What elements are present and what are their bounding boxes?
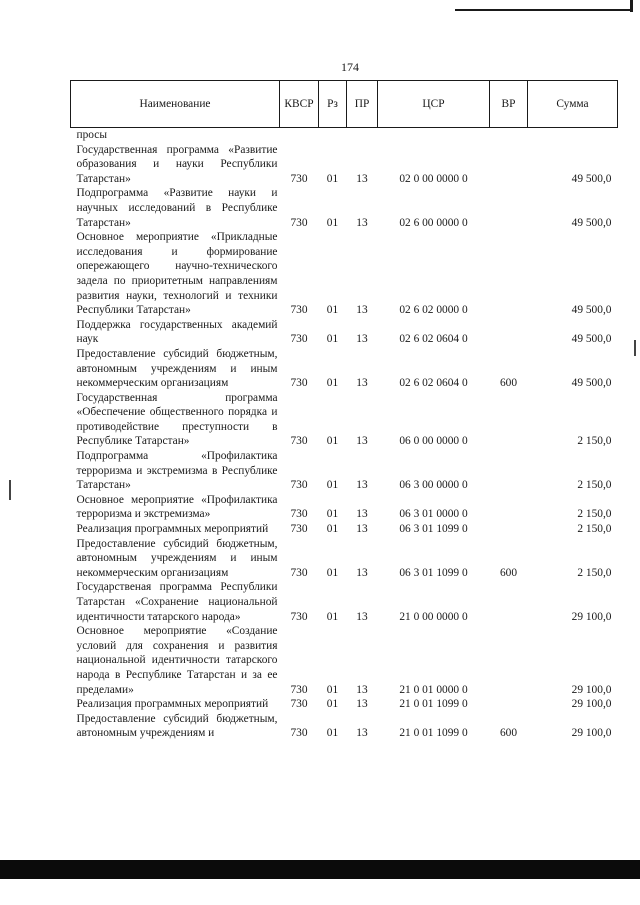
- scan-artifact-right: [634, 340, 636, 356]
- cell-csr: 02 6 02 0000 0: [399, 304, 468, 317]
- cell-pr: 13: [356, 216, 368, 229]
- cell-csr: 06 0 00 0000 0: [399, 435, 468, 448]
- cell-kvsr: 730: [290, 377, 308, 390]
- cell-pr: [347, 128, 378, 143]
- cell-pr: 13: [356, 508, 368, 521]
- header-rz: Рз: [319, 81, 347, 128]
- scan-top-margin: [0, 0, 640, 18]
- table-row: [71, 712, 618, 741]
- cell-sum: 29 100,0: [571, 683, 612, 696]
- cell-pr: 13: [356, 304, 368, 317]
- cell-rz: 01: [326, 435, 339, 448]
- cell-sum: 2 150,0: [577, 523, 612, 536]
- cell-rz: 01: [326, 333, 339, 346]
- cell-rz: 01: [326, 216, 339, 229]
- cell-csr: 06 3 01 1099 0: [399, 566, 468, 579]
- cell-name: Предоставление субсидий бюджетным, автономным учреждениям и иным некоммерческим организациям: [76, 347, 278, 390]
- cell-name: Государственная программа «Обеспечение общественного порядка и противодействие преступности в Республике Татарстан»: [76, 391, 278, 448]
- header-name: Наименование: [71, 81, 280, 128]
- cell-rz: 01: [326, 727, 339, 740]
- cell-csr: 21 0 01 0000 0: [399, 683, 468, 696]
- cell-vr: [490, 522, 528, 537]
- cell-kvsr: 730: [290, 523, 308, 536]
- cell-vr: [490, 624, 528, 697]
- cell-pr: 13: [356, 610, 368, 623]
- cell-name: Основное мероприятие «Создание условий для сохранения и развития национальной идентичности татарского народа в Республике Татарстан и за ее пределами»: [76, 625, 278, 696]
- cell-name: Поддержка государственных академий наук: [76, 318, 278, 346]
- cell-name: Государственая программа Республики Татарстан «Сохранение национальной идентичности татарского народа»: [76, 581, 278, 623]
- cell-csr: 21 0 00 0000 0: [399, 610, 468, 623]
- cell-kvsr: 730: [290, 333, 308, 346]
- cell-rz: 01: [326, 172, 339, 185]
- scan-artifact-line: [455, 9, 631, 11]
- table-row: [71, 697, 618, 712]
- cell-vr: 600: [499, 566, 518, 579]
- cell-vr: [490, 318, 528, 347]
- cell-sum: [528, 128, 618, 143]
- scan-artifact-left: [9, 480, 11, 500]
- table-row: [71, 186, 618, 230]
- cell-name: Подпрограмма «Развитие науки и научных исследований в Республике Татарстан»: [76, 187, 278, 229]
- cell-vr: [490, 697, 528, 712]
- cell-kvsr: 730: [290, 508, 308, 521]
- cell-sum: 2 150,0: [577, 435, 612, 448]
- cell-name: Предоставление субсидий бюджетным, автономным учреждениям и иным некоммерческим организациям: [76, 537, 278, 579]
- cell-vr: 600: [499, 377, 518, 390]
- cell-sum: 49 500,0: [571, 377, 612, 390]
- header-csr: ЦСР: [378, 81, 490, 128]
- table-row: [71, 347, 618, 391]
- cell-vr: [490, 186, 528, 230]
- cell-pr: 13: [356, 172, 368, 185]
- cell-kvsr: 730: [290, 216, 308, 229]
- cell-csr: 06 3 00 0000 0: [399, 479, 468, 492]
- cell-vr: [490, 230, 528, 318]
- table-header: [71, 81, 618, 128]
- cell-csr: 02 6 02 0604 0: [399, 333, 468, 346]
- cell-rz: [319, 128, 347, 143]
- cell-rz: 01: [326, 304, 339, 317]
- cell-kvsr: 730: [290, 479, 308, 492]
- cell-kvsr: 730: [290, 698, 308, 711]
- cell-vr: 600: [499, 727, 518, 740]
- header-sum: Сумма: [528, 81, 618, 128]
- cell-vr: [490, 580, 528, 624]
- cell-sum: 49 500,0: [571, 216, 612, 229]
- cell-kvsr: [280, 128, 319, 143]
- table-row: [71, 537, 618, 581]
- cell-pr: 13: [356, 435, 368, 448]
- cell-rz: 01: [326, 698, 339, 711]
- table-row: [71, 580, 618, 624]
- cell-name: Предоставление субсидий бюджетным, автономным учреждениям и: [76, 712, 278, 740]
- cell-csr: [378, 128, 490, 143]
- header-row: [71, 81, 618, 128]
- table-row: [71, 143, 618, 187]
- table-row: [71, 230, 618, 318]
- cell-csr: 02 6 00 0000 0: [399, 216, 468, 229]
- header-kvsr: КВСР: [280, 81, 319, 128]
- cell-name: Реализация программных мероприятий: [76, 523, 269, 536]
- table-row: [71, 391, 618, 449]
- table-row: [71, 449, 618, 493]
- cell-rz: 01: [326, 610, 339, 623]
- header-vr: ВР: [490, 81, 528, 128]
- budget-table: [70, 80, 618, 741]
- table-row: [71, 493, 618, 522]
- cell-sum: 2 150,0: [577, 566, 612, 579]
- cell-rz: 01: [326, 523, 339, 536]
- cell-kvsr: 730: [290, 683, 308, 696]
- page-number: 174: [341, 60, 359, 74]
- cell-rz: 01: [326, 377, 339, 390]
- cell-pr: 13: [356, 566, 368, 579]
- cell-kvsr: 730: [290, 304, 308, 317]
- cell-kvsr: 730: [290, 727, 308, 740]
- scan-bottom-band: [0, 860, 640, 879]
- cell-rz: 01: [326, 683, 339, 696]
- table-body: [71, 128, 618, 741]
- cell-kvsr: 730: [290, 172, 308, 185]
- cell-sum: 29 100,0: [571, 727, 612, 740]
- cell-name: Подпрограмма «Профилактика терроризма и экстремизма в Республике Татарстан»: [76, 450, 278, 492]
- cell-sum: 29 100,0: [571, 610, 612, 623]
- cell-name: Основное мероприятие «Профилактика терроризма и экстремизма»: [76, 493, 278, 521]
- cell-pr: 13: [356, 377, 368, 390]
- cell-pr: 13: [356, 479, 368, 492]
- cell-vr: [490, 128, 528, 143]
- cell-csr: 21 0 01 1099 0: [399, 727, 468, 740]
- cell-sum: 29 100,0: [571, 698, 612, 711]
- cell-pr: 13: [356, 523, 368, 536]
- cell-csr: 21 0 01 1099 0: [399, 698, 468, 711]
- cell-rz: 01: [326, 479, 339, 492]
- cell-sum: 2 150,0: [577, 479, 612, 492]
- cell-kvsr: 730: [290, 566, 308, 579]
- cell-csr: 02 6 02 0604 0: [399, 377, 468, 390]
- cell-csr: 02 0 00 0000 0: [399, 172, 468, 185]
- scan-artifact-mark: [630, 0, 633, 12]
- cell-vr: [490, 143, 528, 187]
- cell-pr: 13: [356, 698, 368, 711]
- cell-kvsr: 730: [290, 435, 308, 448]
- cell-vr: [490, 493, 528, 522]
- cell-sum: 49 500,0: [571, 333, 612, 346]
- cell-vr: [490, 391, 528, 449]
- cell-name: Реализация программных мероприятий: [76, 698, 269, 711]
- header-pr: ПР: [347, 81, 378, 128]
- table-row: [71, 522, 618, 537]
- cell-name: Основное мероприятие «Прикладные исследования и формирование опережающего научно-технического задела по приоритетным направлениям развития науки, технологий и техники Республики Татарстан»: [76, 231, 278, 317]
- cell-rz: 01: [326, 508, 339, 521]
- cell-csr: 06 3 01 0000 0: [399, 508, 468, 521]
- cell-sum: 2 150,0: [577, 508, 612, 521]
- cell-pr: 13: [356, 683, 368, 696]
- cell-pr: 13: [356, 333, 368, 346]
- table-row: [71, 318, 618, 347]
- cell-pr: 13: [356, 727, 368, 740]
- table-row: [71, 624, 618, 697]
- table-row: [71, 128, 618, 143]
- cell-name: просы: [76, 129, 107, 141]
- cell-name: Государственная программа «Развитие образования и науки Республики Татарстан»: [76, 143, 278, 185]
- cell-rz: 01: [326, 566, 339, 579]
- cell-sum: 49 500,0: [571, 304, 612, 317]
- cell-kvsr: 730: [290, 610, 308, 623]
- cell-vr: [490, 449, 528, 493]
- cell-csr: 06 3 01 1099 0: [399, 523, 468, 536]
- cell-sum: 49 500,0: [571, 172, 612, 185]
